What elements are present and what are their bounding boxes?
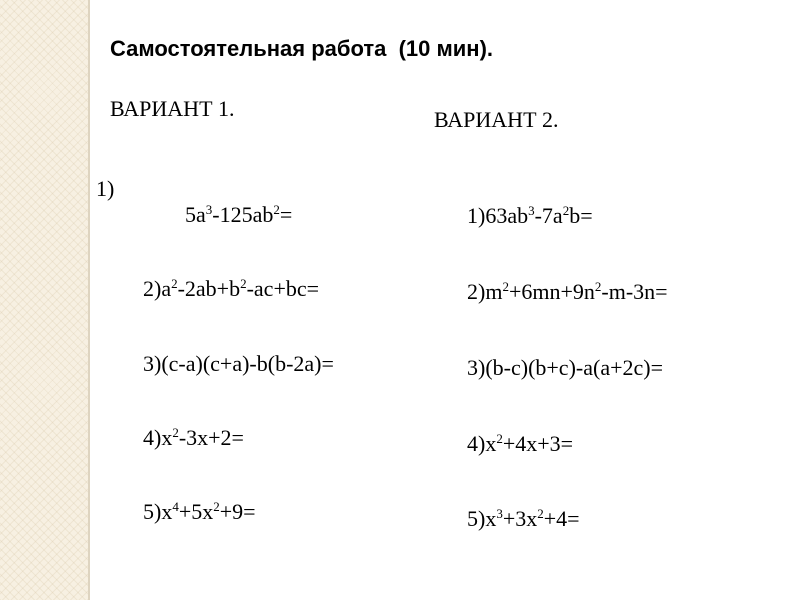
variant-2-item-4: $4)x^2+4x+3=$: [467, 431, 574, 456]
page-title: Самостоятельная работа (10 мин).: [110, 36, 494, 61]
decorative-side-strip: [0, 0, 88, 600]
variant-1-item-4: $4)x^2-3x+2=$: [143, 425, 244, 450]
variant-1-heading: ВАРИАНТ 1.: [110, 96, 235, 121]
variant-2-item-1: $1)63ab^3-7a^2b=$: [467, 203, 593, 228]
variant-1-item-2: $2)a^2-2ab+b^2-ac+bc=$: [143, 276, 320, 301]
variant-1-item-1: $5a^3-125ab^2=$: [185, 202, 293, 227]
variant-2-item-3: 3)(b-c)(b+c)-a(a+2c)=: [467, 355, 663, 380]
variant-2-item-2: $2)m^2+6mn+9n^2-m-3n=$: [467, 279, 668, 304]
list-marker: 1): [96, 176, 115, 201]
variant-2-item-5: $5)x^3+3x^2+4=$: [467, 506, 580, 531]
variant-1-item-5: $5)x^4+5x^2+9=$: [143, 499, 256, 524]
side-divider: [88, 0, 90, 600]
variant-1-item-3: 3)(c-a)(c+a)-b(b-2a)=: [143, 351, 334, 376]
variant-2-heading: ВАРИАНТ 2.: [434, 107, 559, 132]
